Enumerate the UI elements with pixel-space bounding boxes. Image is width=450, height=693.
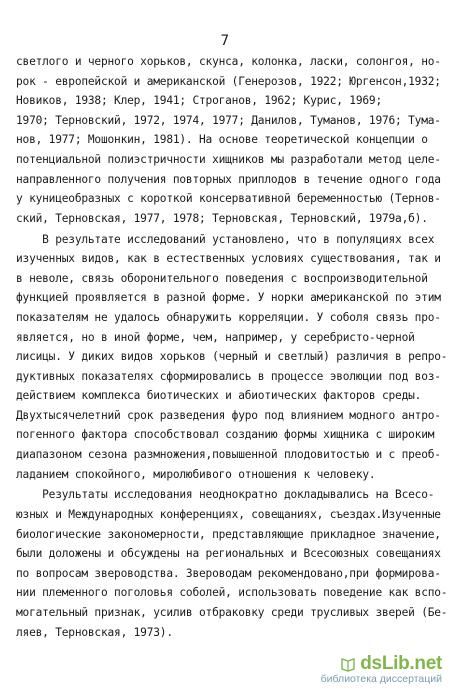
text-line: у куницеобразных с короткой консервативной беременностью (Тернов- xyxy=(16,192,441,206)
book-icon xyxy=(340,656,356,672)
text-line: лисицы. У диких видов хорьков (черный и светлый) различия в репро- xyxy=(16,350,448,364)
text-line: ладанием спокойного, миролюбивого отношения к человеку. xyxy=(16,467,376,481)
text-line: показателям не удалось обнаружить корреляции. У соболя связь про- xyxy=(16,310,441,324)
text-line: светлого и черного хорьков, скунса, колонка, ласки, солонгоя, но- xyxy=(16,55,441,68)
text-line: Двухтысячелетний срок разведения фуро под влиянием модного антро- xyxy=(16,408,441,422)
text-line: по вопросам звероводства. Звероводам рекомендовано,при формирова- xyxy=(16,566,441,580)
text-line: ляев, Терновская, 1973). xyxy=(16,625,173,639)
watermark-brand: dsLib.net xyxy=(360,653,442,674)
text-line: погенного фактора способствовал созданию формы хищника с широким xyxy=(16,428,435,442)
page-number: 7 xyxy=(220,33,230,49)
text-line: диапазоном сезона размножения,повышенной плодовитостью и с преоб- xyxy=(16,448,441,462)
text-line: могательный признак, усилив отбраковку среди трусливых зверей (Бе- xyxy=(16,606,448,619)
text-line: направленного получения повторных приплодов в течение одного года xyxy=(16,172,441,186)
text-line: действием комплекса биотических и абиотических факторов среды. xyxy=(16,389,422,403)
text-line: Новиков, 1938; Клер, 1941; Строганов, 1962; Курис, 1969; xyxy=(16,94,382,108)
text-line: в неволе, связь оборонительного поведения с воспроизводительной xyxy=(16,271,428,285)
text-line: нов, 1977; Мошонкин, 1981). На основе теоретической концепции о xyxy=(16,133,428,147)
text-line: ский, Терновская, 1977, 1978; Терновская, Терновский, 1979а,б). xyxy=(16,211,428,225)
text-line: потенциальной полиэстричности хищников мы разработали метод целе- xyxy=(16,152,441,166)
text-line: были доложены и обсуждены на региональных и Всесоюзных совещаниях xyxy=(16,547,441,561)
text-line: дуктивных показателях сформировались в процессе эволюции под воз- xyxy=(16,369,441,383)
text-line: функцией проявляется в разной форме. У норки американской по этим xyxy=(16,291,441,305)
document-body xyxy=(16,52,448,642)
paragraph-3 xyxy=(16,485,448,642)
text-line: В результате исследований установлено, что в популяциях всех xyxy=(16,232,435,246)
text-line: Результаты исследования неоднократно докладывались на Всесо- xyxy=(16,488,435,502)
watermark xyxy=(321,653,442,685)
text-line: биологические закономерности, представляющие прикладное значение, xyxy=(16,527,441,541)
text-line: изученных видов, как в естественных условиях существования, так и xyxy=(16,252,441,266)
watermark-logo xyxy=(321,653,442,675)
text-line: является, но в иной форме, чем, например, у серебристо-черной xyxy=(16,330,415,344)
text-line: нии племенного поголовья соболей, использовать поведение как вспо- xyxy=(16,586,448,600)
text-line: юзных и Международных конференциях, совещаниях, съездах.Изученные xyxy=(16,508,441,522)
paragraph-2 xyxy=(16,230,448,485)
text-line: 1970; Терновский, 1972, 1974, 1977; Данилов, Туманов, 1976; Тума- xyxy=(16,113,441,127)
paragraph-1 xyxy=(16,52,441,228)
watermark-subtitle: библиотека диссертаций xyxy=(320,673,442,685)
text-line: рок - европейской и американской (Генерозов, 1922; Юргенсон,1932; xyxy=(16,74,441,88)
